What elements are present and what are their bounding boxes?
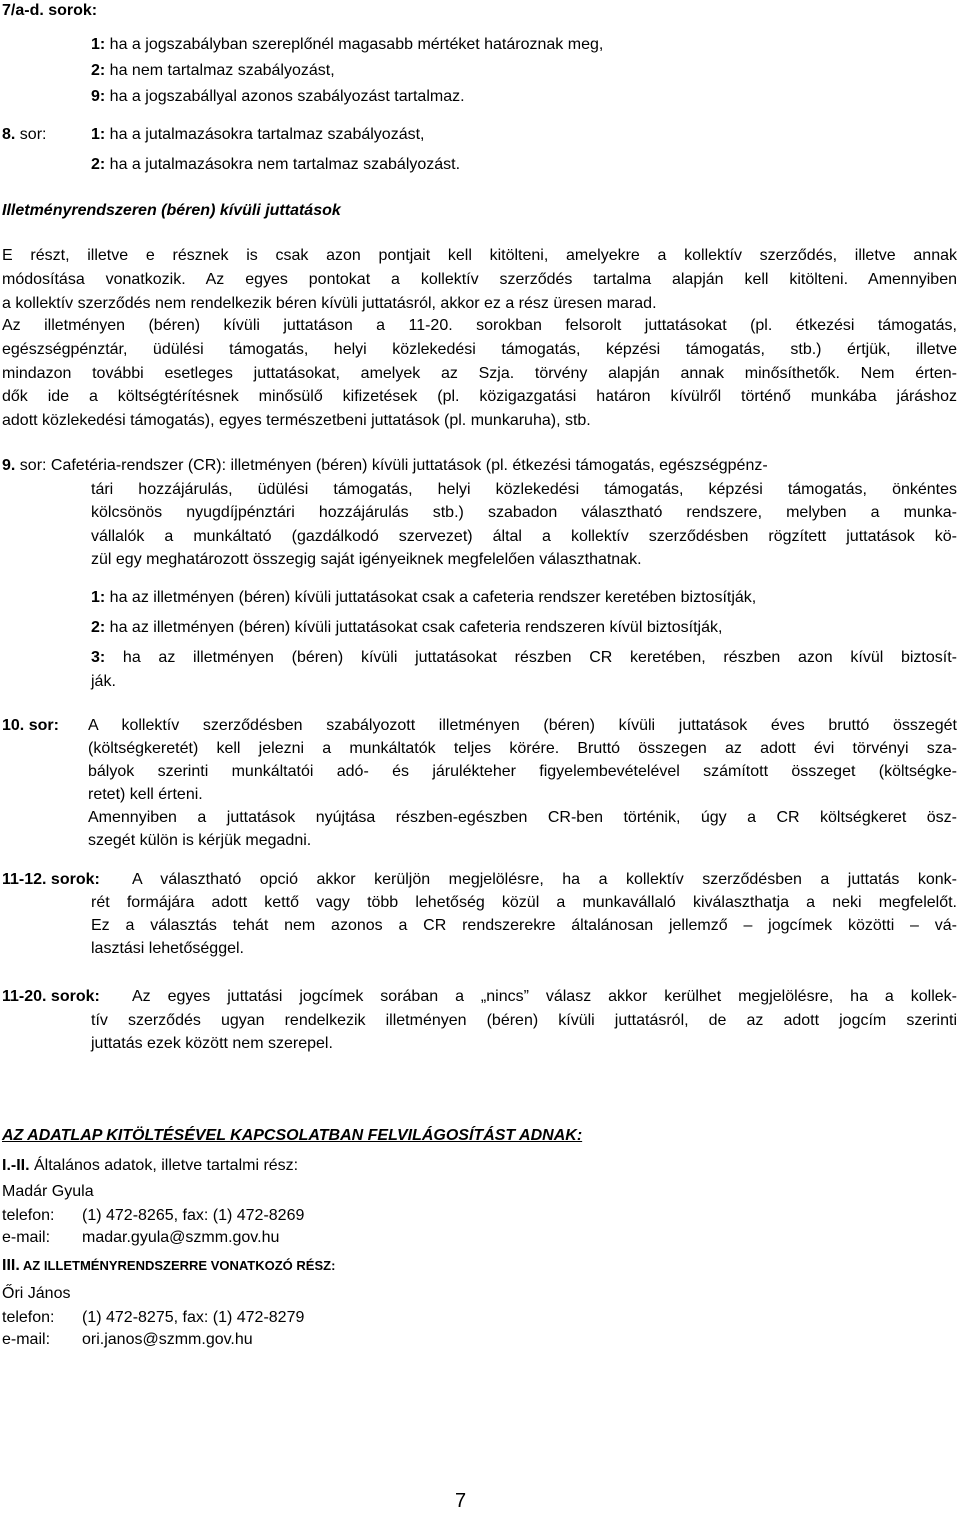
paragraph-line: szegét külön is kérjük megadni. (88, 832, 312, 849)
list-item (91, 62, 335, 80)
paragraph-line: egészségpénztár, üdülési támogatás, helyi közlekedési támogatás, képzési támogatás, stb.) értjük, illetve (2, 341, 957, 358)
label-sor: sorok: (46, 871, 100, 888)
item-code: 9: (91, 88, 106, 105)
item-text: ha az illetményen (béren) kívüli juttatásokat részben CR keretében, részben azon kívül biztosít- (105, 649, 957, 666)
paragraph-line: Az illetményen (béren) kívüli juttatáson a 11-20. sorokban felsorolt juttatásokat (pl. étkezési támogatás, (2, 317, 957, 334)
paragraph-line (91, 550, 642, 570)
paragraph-line: tári hozzájárulás, üdülési támogatás, helyi közlekedési támogatás, képzési támogatás, önkéntes (91, 481, 957, 498)
label-num: 11-20. (2, 988, 47, 1005)
contact-email-label: e-mail: (2, 1331, 51, 1348)
item-code: 2: (91, 62, 106, 79)
paragraph-line: E részt, illetve e résznek is csak azon pontjait kell kitölteni, amelyekre a kollektív szerződés, illetve annak (2, 247, 957, 264)
contact-email-link[interactable]: ori.janos@szmm.gov.hu (82, 1331, 253, 1348)
label-9 (2, 456, 768, 476)
item-code: 2: (91, 619, 106, 636)
paragraph-text: : Cafetéria-rendszer (CR): illetményen (béren) kívüli juttatások (pl. étkezési támogatás, egészségpénz- (42, 457, 768, 474)
label-sor: sor (15, 457, 43, 474)
list-item (91, 88, 465, 106)
paragraph-line: kölcsönös nyugdíjpénztári hozzájárulás stb.) szabadon választható rendszere, melyben a munka- (91, 504, 957, 521)
paragraph-line: bályok szerinti munkáltatói adó- és járulékteher figyelembevételével számított összeget (költségke- (88, 763, 957, 780)
paragraph-line: (költségkeretét) kell jelezni a munkáltatók teljes körére. Bruttó összegen az adott évi törvényi sza- (88, 740, 957, 757)
label-sor: sor: (15, 126, 47, 143)
label-num: 10. (2, 717, 25, 734)
contact-name: Őri János (2, 1285, 71, 1302)
paragraph-line: tív szerződés ugyan rendelkezik illetményen (béren) kívüli juttatásról, de az adott jogcím szerinti (91, 1012, 957, 1029)
heading-7ad: 7/a-d. sorok: (2, 2, 98, 19)
list-item (91, 618, 722, 638)
label-10 (2, 716, 59, 736)
item-text: ha a jutalmazásokra nem tartalmaz szabályozást. (105, 156, 461, 173)
item-text: ha a jutalmazásokra tartalmaz szabályozást, (105, 126, 425, 143)
section-label: III. (2, 1257, 20, 1274)
section-text: Általános adatok, illetve tartalmi rész: (29, 1157, 299, 1174)
contact-phone: (1) 472-8275, fax: (1) 472-8279 (82, 1309, 305, 1326)
contacts-section3 (2, 1256, 335, 1276)
paragraph-line: módosítása vonatkozik. Az egyes pontokat a kollektív szerződés tartalma alapján kell kitölteni. Amennyiben (2, 271, 957, 288)
list-item-continuation: ják. (91, 673, 116, 690)
item-code: 1: (91, 36, 106, 53)
label-11-20 (2, 987, 100, 1007)
item-code: 3: (91, 649, 106, 666)
paragraph-line: dők ide a költségtérítésnek minősülő kifizetések (pl. közigazgatási határon kívülről történő munkába járáshoz (2, 388, 957, 405)
paragraph-line: vállalók a munkáltató (gazdálkodó szervezet) által a kollektív szerződésben rögzített juttatások kö- (91, 528, 957, 545)
contact-email-link[interactable]: madar.gyula@szmm.gov.hu (82, 1229, 280, 1246)
paragraph-line: mindazon további esetleges juttatásokat, amelyek az Szja. törvény alapján annak minősíthetők. Nem érten- (2, 365, 957, 382)
contact-phone: (1) 472-8265, fax: (1) 472-8269 (82, 1207, 305, 1224)
item-text: ha nem tartalmaz szabályozást, (105, 62, 335, 79)
item-text: ha az illetményen (béren) kívüli juttatásokat csak cafeteria rendszeren kívül biztosítják, (105, 619, 723, 636)
list-item (91, 156, 460, 174)
list-item (91, 588, 756, 608)
paragraph-line: A választható opció akkor kerüljön megjelölésre, ha a kollektív szerződésben a juttatás konk- (132, 871, 957, 888)
paragraph-line: Ez a választás tehát nem azonos a CR rendszerekre általánosan jellemző – jogcímek közötti – vá- (91, 917, 957, 934)
paragraph-line: retet) kell érteni. (88, 786, 203, 803)
contact-phone-label: telefon: (2, 1309, 55, 1326)
label-sor: sor: (24, 717, 59, 734)
label-num: 8. (2, 126, 16, 143)
item-code: 1: (91, 589, 106, 606)
contact-email-label: e-mail: (2, 1229, 51, 1246)
paragraph-line: Amennyiben a juttatások nyújtása részben-egészben CR-ben történik, úgy a CR költségkeret ösz- (88, 809, 957, 826)
section-title: Illetményrendszeren (béren) kívüli juttatások (2, 202, 341, 219)
label-8 (2, 126, 46, 144)
paragraph-line: juttatás ezek között nem szerepel. (91, 1035, 333, 1052)
paragraph-line: lasztási lehetőséggel. (91, 940, 244, 957)
label-11-12 (2, 870, 100, 890)
paragraph-text: zül egy meghatározott összegig saját igényeiknek megfelelően választhatnak. (91, 551, 642, 568)
paragraph-line: a kollektív szerződés nem rendelkezik béren kívüli juttatásról, akkor ez a rész üresen marad. (2, 295, 657, 312)
contacts-heading: AZ ADATLAP KITÖLTÉSÉVEL KAPCSOLATBAN FELVILÁGOSÍTÁST ADNAK: (2, 1127, 583, 1144)
paragraph-line: Az egyes juttatási jogcímek sorában a „nincs” válasz akkor kerülhet megjelölésre, ha a kollek- (132, 988, 957, 1005)
section-text: AZ ILLETMÉNYRENDSZERRE VONATKOZÓ RÉSZ: (19, 1258, 336, 1273)
item-text: ha a jogszabályban szereplőnél magasabb mértéket határoznak meg, (105, 36, 604, 53)
list-item (91, 36, 603, 54)
page-number: 7 (455, 1490, 467, 1512)
label-num: 9. (2, 457, 16, 474)
label-sor: sorok: (46, 988, 100, 1005)
contact-name: Madár Gyula (2, 1183, 94, 1200)
item-code: 1: (91, 126, 106, 143)
section-label: I.-II. (2, 1157, 30, 1174)
item-text: ha a jogszabállyal azonos szabályozást tartalmaz. (105, 88, 465, 105)
contacts-general (2, 1156, 298, 1176)
list-item (91, 648, 957, 668)
item-text: ha az illetményen (béren) kívüli juttatásokat csak a cafeteria rendszer keretében biztosítják, (105, 589, 757, 606)
item-code: 2: (91, 156, 106, 173)
contact-phone-label: telefon: (2, 1207, 55, 1224)
paragraph-line: rét formájára adott kettő vagy több lehetőség közül a munkavállaló kiválaszthatja a neki megfelelőt. (91, 894, 957, 911)
list-item (91, 126, 425, 144)
paragraph-line: adott közlekedési támogatás), egyes természetbeni juttatások (pl. munkaruha), stb. (2, 412, 591, 429)
label-num: 11-12. (2, 871, 47, 888)
paragraph-line: A kollektív szerződésben szabályozott illetményen (béren) kívüli juttatások éves bruttó összegét (88, 717, 957, 734)
